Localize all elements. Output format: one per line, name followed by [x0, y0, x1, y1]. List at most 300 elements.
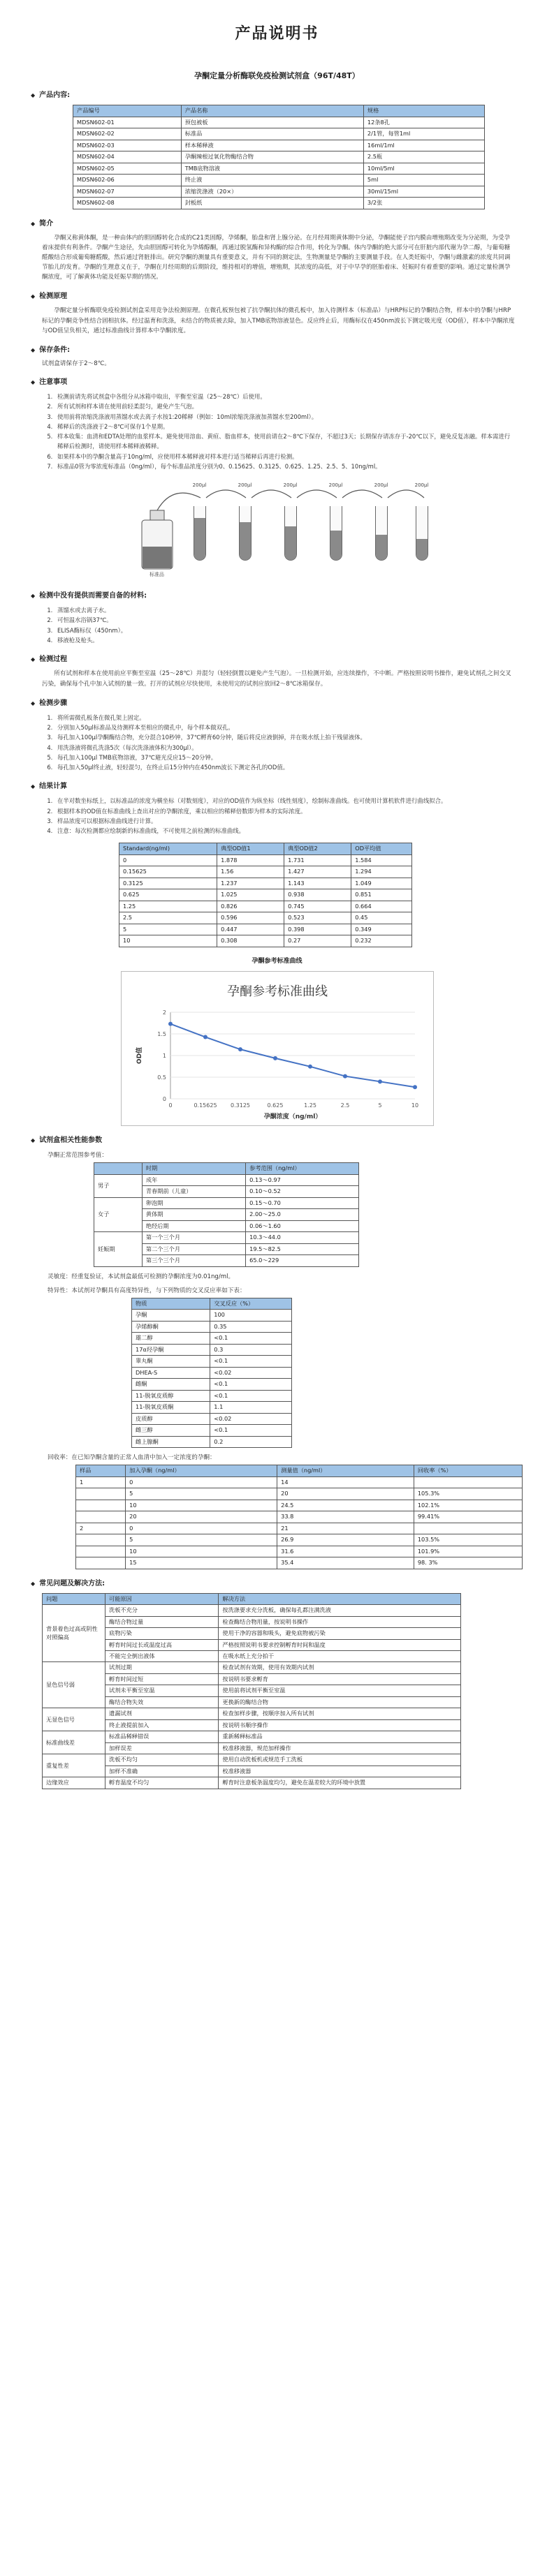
table-cell: 标准品 [181, 128, 363, 140]
table-cell: 孕烯醇酮 [132, 1321, 210, 1332]
table-cell: 0.15625 [119, 866, 217, 878]
table-row [76, 1523, 523, 1534]
table-cell: 14 [277, 1476, 414, 1488]
table-cell: 11-脱氧皮质酮 [132, 1402, 210, 1413]
table-row [73, 128, 485, 140]
page-title: 产品说明书 [235, 25, 319, 43]
bottle-label: 标准品 [150, 572, 164, 578]
table-row [132, 1413, 292, 1424]
table-cell: <0.1 [210, 1333, 292, 1344]
table-row [132, 1390, 292, 1401]
table-cell: 0.15～0.70 [246, 1197, 359, 1208]
table-row [132, 1402, 292, 1413]
list-item: 7. 标准品0管为零浓度标准品（0ng/ml），每个标准品浓度分别为0、0.15625、0.3125、0.625、1.25、2.5、5、10ng/ml。 [54, 461, 515, 471]
table-cell: 1.878 [217, 854, 284, 866]
table-cell: 0.308 [217, 935, 284, 947]
data-point [413, 1086, 417, 1090]
section-performance-heading: ◆ 试剂盒相关性能参数 [31, 1136, 527, 1146]
arrow-curve [252, 490, 291, 498]
table-cell: 使用自动洗板机或规范手工洗板 [219, 1754, 461, 1766]
table-header-cell: 产品编号 [73, 105, 182, 117]
table-row [73, 198, 485, 209]
table-cell: MDSN602-05 [73, 163, 182, 174]
table-cell: 0.2 [210, 1436, 292, 1447]
data-point [378, 1080, 382, 1084]
table-header-cell: 产品名称 [181, 105, 363, 117]
table-cell: 0.447 [217, 924, 284, 935]
table-cell [76, 1546, 126, 1557]
table-cell: 16ml/1ml [363, 140, 484, 151]
table-cell: 使用前将试剂平衡至室温 [219, 1685, 461, 1696]
section-results-heading: ◆ 结果计算 [31, 782, 527, 792]
table-cell: 按说明书要求孵育 [219, 1673, 461, 1685]
table-cell: 第三个三个月 [142, 1255, 245, 1266]
table-cell: 预包被板 [181, 117, 363, 128]
table-row [43, 1777, 461, 1789]
section-notes-heading: ◆ 注意事项 [31, 378, 527, 387]
table-cell: <0.02 [210, 1367, 292, 1378]
table-cell: MDSN602-07 [73, 186, 182, 197]
table-cell: 1.237 [217, 878, 284, 889]
table-row [73, 151, 485, 163]
table-cell: 雌上腺酮 [132, 1436, 210, 1447]
section-faq-heading: ◆ 常见问题及解决方法: [31, 1579, 527, 1589]
table-cell: 0.938 [284, 889, 351, 901]
table-cell: 睾丸酮 [132, 1356, 210, 1367]
table-cell: 0.349 [351, 924, 412, 935]
table-cell: 5 [126, 1488, 277, 1500]
table-cell [414, 1476, 522, 1488]
table-cell: 0 [126, 1476, 277, 1488]
tube-liquid [194, 518, 205, 560]
table-row [73, 175, 485, 186]
table-cell: 1.427 [284, 866, 351, 878]
table-cell: 31.6 [277, 1546, 414, 1557]
table-row [119, 924, 412, 935]
table-header-cell [94, 1163, 143, 1174]
table-cell: <0.1 [210, 1379, 292, 1390]
group-cell: 男子 [94, 1174, 143, 1197]
steps-list [54, 713, 515, 773]
table-cell: <0.02 [210, 1413, 292, 1424]
table-cell: 0.3 [210, 1344, 292, 1355]
table-cell: 15 [126, 1557, 277, 1569]
table-cell: 0 [119, 854, 217, 866]
tube-icon [375, 506, 388, 561]
table-cell: 11-脱氧皮质醇 [132, 1390, 210, 1401]
table-cell: 101.9% [414, 1546, 522, 1557]
notes-list [54, 392, 515, 471]
table-cell: 封板纸 [181, 198, 363, 209]
table-row [119, 854, 412, 866]
table-cell: 在吸水纸上充分拍干 [219, 1651, 461, 1662]
table-row [76, 1511, 523, 1523]
table-cell: 底物污染 [105, 1628, 219, 1639]
table-row [43, 1651, 461, 1662]
tube-label: 200μl [414, 482, 429, 489]
data-point [343, 1074, 347, 1079]
table-row [94, 1232, 359, 1243]
table-cell: 按说明书顺序操作 [219, 1719, 461, 1731]
table-cell: 1.143 [284, 878, 351, 889]
y-tick-label: 1.5 [156, 1031, 166, 1038]
list-item: 3. 使用前将浓缩洗涤液用蒸馏水或去离子水按1:20稀释（例如：10ml浓缩洗涤液加蒸馏水至200ml）。 [54, 412, 515, 422]
table-cell [414, 1523, 522, 1534]
table-cell: 17α羟孕酮 [132, 1344, 210, 1355]
table-row [76, 1500, 523, 1511]
table-cell: 0.13～0.97 [246, 1174, 359, 1185]
bottle-liquid [143, 547, 172, 568]
list-item: 4. 移液枪及枪头。 [54, 635, 515, 645]
table-cell: 皮质醇 [132, 1413, 210, 1424]
table-cell: 孵育时间过短 [105, 1673, 219, 1685]
section-storage-heading: ◆ 保存条件: [31, 346, 527, 355]
performance-item-1: 孕酮正常范围参考值： [48, 1152, 108, 1160]
table-cell: 10 [119, 935, 217, 947]
table-cell: 试剂未平衡至室温 [105, 1685, 219, 1696]
table-header-cell: 加入孕酮（ng/ml） [126, 1465, 277, 1476]
table-cell: 35.4 [277, 1557, 414, 1569]
table-header-cell: 样品 [76, 1465, 126, 1476]
table-cell: 10.3～44.0 [246, 1232, 359, 1243]
contents-table [73, 105, 485, 209]
table-row [132, 1367, 292, 1378]
table-cell: 20 [126, 1511, 277, 1523]
table-cell: 0 [126, 1523, 277, 1534]
table-row [43, 1731, 461, 1742]
table-cell: 校准移液器 [219, 1766, 461, 1777]
list-item: 4. 注意：每次检测都应绘制新的标准曲线，不可使用之前检测的标准曲线。 [54, 826, 515, 836]
table-cell: 黄体期 [142, 1209, 245, 1220]
table-cell: 0.398 [284, 924, 351, 935]
table-cell: 试剂过期 [105, 1662, 219, 1673]
x-tick-label: 0.625 [267, 1102, 283, 1109]
table-header-cell: 解决方法 [219, 1593, 461, 1604]
tube-label: 200μl [192, 482, 207, 489]
x-tick-label: 0 [168, 1102, 173, 1109]
data-point [273, 1056, 277, 1060]
table-cell: 98. 3% [414, 1557, 522, 1569]
dilution-diagram [124, 477, 431, 582]
y-tick-label: 0 [162, 1096, 166, 1103]
table-cell [76, 1557, 126, 1569]
table-row [132, 1310, 292, 1321]
table-row [43, 1673, 461, 1685]
table-cell: 0.523 [284, 912, 351, 924]
table-row [73, 186, 485, 197]
table-cell: 102.1% [414, 1500, 522, 1511]
table-cell: 0.232 [351, 935, 412, 947]
table-row [119, 866, 412, 878]
tube-icon [194, 506, 206, 561]
table-cell: 0.10～0.52 [246, 1186, 359, 1197]
table-row [43, 1719, 461, 1731]
table-row [76, 1488, 523, 1500]
table-cell: 105.3% [414, 1488, 522, 1500]
table-header-cell: 可能原因 [105, 1593, 219, 1604]
tube-icon [284, 506, 297, 561]
summary-paragraph: 孕酮又称黄体酮，是一种由体内的胆固醇转化合成的C21类固醇，孕烯酮，胎盘和肾上腺分泌。在月经周期黄体期中分泌，孕酮能使子宫内膜由增殖期改变为分泌期，为受孕着床提供有利条件。孕酮产生途径，先由胆固醇可转化为孕烯醇酮，再通过脱氢酶和异构酶的综合作用，转化为孕酮。体内孕酮的绝大部分可在肝脏内部代谢为孕二醇，与葡萄糖醛酸结合形成葡萄糖醛酸，然后通过肾脏排出。研究孕酮的测量具有重要意义，并有不同的测定法，生物测量是孕酮的主要测量手段。在人类妊娠中，孕酮与雌激素的浓度共同调节胎儿的发育。孕酮的生理意义在于，孕酮在月经周期的后期阶段，维持相对的增值，增殖期，其浓度的高低，对于中早孕的胚胎着床、妊娠时有着重要的影响。通过定量检测孕酮浓度，可了解黄体功能及妊娠早期的情况。 [42, 234, 511, 281]
table-cell [76, 1534, 126, 1546]
table-cell: 雄二醇 [132, 1333, 210, 1344]
table-row [76, 1534, 523, 1546]
list-item: 2. 所有试剂和样本请在使用前轻柔混匀，避免产生气泡。 [54, 401, 515, 411]
list-item: 1. 检测前请先将试剂盒中各组分从冰箱中取出，平衡至室温（25～28℃）后使用。 [54, 392, 515, 401]
tube-label: 200μl [283, 482, 298, 489]
table-cell: 0.625 [119, 889, 217, 901]
tube-liquid [285, 526, 296, 560]
list-item: 5. 每孔加入100μl TMB底物溶液，37℃避光反应15～20分钟。 [54, 753, 515, 762]
table-cell: 103.5% [414, 1534, 522, 1546]
table-cell: 21 [277, 1523, 414, 1534]
table-row [132, 1333, 292, 1344]
table-header-cell: 交叉反应（%） [210, 1298, 292, 1309]
table-header-cell: 物质 [132, 1298, 210, 1309]
faq-problem-cell: 重复性差 [43, 1754, 105, 1777]
table-cell: 1.1 [210, 1402, 292, 1413]
y-tick-label: 0.5 [156, 1074, 166, 1081]
table-cell: 严格按照说明书要求控制孵育时间和温度 [219, 1639, 461, 1650]
table-row [132, 1425, 292, 1436]
table-cell: 青春期前（儿童） [142, 1186, 245, 1197]
table-cell: MDSN602-04 [73, 151, 182, 163]
list-item: 1. 蒸馏水或去离子水。 [54, 605, 515, 615]
table-cell: 洗板不均匀 [105, 1754, 219, 1766]
table-cell: 2/1管，每管1ml [363, 128, 484, 140]
table-row [43, 1754, 461, 1766]
performance-item-3: 特异性：本试剂对孕酮具有高度特异性，与下列物质的交叉反应率如下表： [48, 1287, 246, 1294]
y-axis-label: OD值 [136, 1047, 143, 1065]
table-row [132, 1344, 292, 1355]
list-item: 1. 将所需微孔板条在微孔架上固定。 [54, 713, 515, 723]
table-cell: MDSN602-08 [73, 198, 182, 209]
reference-range-table [94, 1162, 359, 1266]
table-header-cell: 回收率（%） [414, 1465, 522, 1476]
table-cell: MDSN602-02 [73, 128, 182, 140]
table-row [43, 1616, 461, 1627]
table-row [73, 163, 485, 174]
table-cell: 按洗涤要求充分洗板，确保每孔都注满洗液 [219, 1605, 461, 1616]
table-row [43, 1766, 461, 1777]
table-cell: 卵泡期 [142, 1197, 245, 1208]
table-cell: 19.5～82.5 [246, 1243, 359, 1254]
table-cell: 孵育温度不均匀 [105, 1777, 219, 1789]
table-row [119, 935, 412, 947]
storage-text: 试剂盒请保存于2～8℃。 [42, 360, 110, 367]
table-cell [76, 1488, 126, 1500]
cross-reactivity-table [131, 1298, 292, 1448]
section-steps-heading: ◆ 检测步骤 [31, 699, 527, 709]
table-cell: 孵育时间过长或温度过高 [105, 1639, 219, 1650]
table-cell: 遗漏试剂 [105, 1708, 219, 1719]
tube-icon [330, 506, 342, 561]
table-cell: 99.41% [414, 1511, 522, 1523]
table-row [94, 1197, 359, 1208]
tube-liquid [240, 522, 251, 560]
table-cell: 使用干净的容器和吸头，避免底物被污染 [219, 1628, 461, 1639]
table-row [76, 1557, 523, 1569]
performance-item-2: 灵敏度：经重复验证，本试剂盒最低可检测的孕酮浓度为0.01ng/ml。 [48, 1273, 235, 1280]
table-cell: 24.5 [277, 1500, 414, 1511]
table-header-cell: 规格 [363, 105, 484, 117]
faq-problem-cell: 标准曲线差 [43, 1731, 105, 1754]
table-row [94, 1174, 359, 1185]
process-paragraph: 所有试剂和样本在使用前应平衡至室温（25～28℃）并混匀（轻轻倒置以避免产生气泡）。一旦检测开始，应连续操作，不中断。严格按照说明书操作，避免试剂孔之间交叉污染，确保每个孔中加入试剂的量一致。打开的试剂应尽快使用，未使用完的试剂应放回2～8℃冰箱保存。 [42, 670, 511, 688]
table-row [119, 912, 412, 924]
table-cell: 重新稀释标准品 [219, 1731, 461, 1742]
table-cell: 不能完全倒出液体 [105, 1651, 219, 1662]
table-row [119, 878, 412, 889]
table-cell: 1.731 [284, 854, 351, 866]
table-cell: 孵育时注意板条温度均匀，避免在温差较大的环境中放置 [219, 1777, 461, 1789]
y-tick-label: 1 [162, 1053, 166, 1060]
table-row [43, 1708, 461, 1719]
list-item: 3. 样品浓度可以根据标准曲线进行计算。 [54, 816, 515, 826]
chart-caption: 孕酮参考标准曲线 [252, 957, 302, 965]
table-row [43, 1628, 461, 1639]
table-cell: 5 [119, 924, 217, 935]
section-process-heading: ◆ 检测过程 [31, 655, 527, 665]
table-header-cell: Standard(ng/ml) [119, 843, 217, 854]
tube-liquid [416, 539, 428, 560]
faq-problem-cell: 背景着色过高或阴性对照偏高 [43, 1605, 105, 1662]
x-tick-label: 10 [411, 1102, 418, 1109]
product-subtitle: 孕酮定量分析酶联免疫检测试剂盒（96T/48T） [194, 71, 360, 80]
table-header-cell: 时期 [142, 1163, 245, 1174]
table-cell: 检查加样步骤，按顺序加入所有试剂 [219, 1708, 461, 1719]
table-cell: 0.745 [284, 901, 351, 912]
section-contents-heading: ◆ 产品内容: [31, 91, 527, 101]
tube-icon [416, 506, 428, 561]
table-cell: 5 [126, 1534, 277, 1546]
table-row [119, 901, 412, 912]
table-header-cell: 典型OD值2 [284, 843, 351, 854]
table-row [132, 1356, 292, 1367]
table-row [132, 1379, 292, 1390]
table-row [43, 1742, 461, 1754]
table-cell: 孕酮辣根过氧化物酶结合物 [181, 151, 363, 163]
faq-problem-cell: 显色信号弱 [43, 1662, 105, 1708]
table-cell: 3/2张 [363, 198, 484, 209]
x-tick-label: 2.5 [340, 1102, 349, 1109]
list-item: 3. 每孔加入100μl孕酮酶结合物，充分混合10秒钟，37℃孵育60分钟，随后将反应液倒掉，并在吸水纸上拍干残留液体。 [54, 732, 515, 742]
table-cell: MDSN602-06 [73, 175, 182, 186]
table-cell: 1.25 [119, 901, 217, 912]
x-axis-label: 孕酮浓度（ng/ml） [263, 1113, 321, 1121]
table-cell: 0.826 [217, 901, 284, 912]
table-cell: 洗板不充分 [105, 1605, 219, 1616]
table-cell: 12条8孔 [363, 117, 484, 128]
table-cell: 0.664 [351, 901, 412, 912]
x-tick-label: 1.25 [303, 1102, 316, 1109]
list-item: 2. 可恒温水浴锅37℃。 [54, 615, 515, 625]
table-cell: 2.5瓶 [363, 151, 484, 163]
table-cell: 100 [210, 1310, 292, 1321]
table-header-cell: 问题 [43, 1593, 105, 1604]
list-item: 6. 每孔加入50μl终止液，轻轻混匀，在终止后15分钟内在450nm波长下测定各孔的OD值。 [54, 762, 515, 772]
list-item: 6. 如果样本中的孕酮含量高于10ng/ml，应使用样本稀释液对样本进行适当稀释后再进行检测。 [54, 452, 515, 461]
table-cell: 1.025 [217, 889, 284, 901]
table-cell: <0.1 [210, 1425, 292, 1436]
section-summary-heading: ◆ 简介 [31, 219, 527, 229]
table-cell: 26.9 [277, 1534, 414, 1546]
materials-list [54, 605, 515, 645]
tube-label: 200μl [328, 482, 343, 489]
tube-label: 200μl [238, 482, 252, 489]
faq-problem-cell: 边缘效应 [43, 1777, 105, 1789]
table-cell: 雌酮 [132, 1379, 210, 1390]
table-row [73, 117, 485, 128]
chart-svg [122, 972, 433, 1125]
table-cell: 0.851 [351, 889, 412, 901]
table-row [43, 1662, 461, 1673]
table-cell: 第二个三个月 [142, 1243, 245, 1254]
table-header-cell: 参考范围（ng/ml） [246, 1163, 359, 1174]
table-cell: 1.584 [351, 854, 412, 866]
list-item: 2. 分别加入50μl标准品及待测样本至相应的微孔中，每个样本做双孔。 [54, 723, 515, 732]
table-cell: 65.0～229 [246, 1255, 359, 1266]
table-cell: 加样误差 [105, 1742, 219, 1754]
x-tick-label: 0.15625 [193, 1102, 217, 1109]
table-cell: 30ml/15ml [363, 186, 484, 197]
group-cell: 女子 [94, 1197, 143, 1231]
table-cell: 33.8 [277, 1511, 414, 1523]
tube-label: 200μl [374, 482, 388, 489]
table-cell: 酶结合物失效 [105, 1696, 219, 1708]
table-cell: 标准品稀释错误 [105, 1731, 219, 1742]
results-list [54, 796, 515, 836]
table-cell: 2.5 [119, 912, 217, 924]
list-item: 5. 样本收集：血清和EDTA处理的血浆样本。避免使用溶血、黄疸、脂血样本，使用前请在2～8℃下保存，不超过3天；长期保存请冻存于-20℃以下，避免反复冻融。样本需进行稀释后检测时，请使用样本稀释液稀释。 [54, 431, 515, 452]
group-cell: 妊娠期 [94, 1232, 143, 1266]
table-cell: 1.049 [351, 878, 412, 889]
tube-liquid [330, 531, 342, 560]
table-cell: 成年 [142, 1174, 245, 1185]
table-cell: MDSN602-03 [73, 140, 182, 151]
arrow-curve [297, 490, 337, 498]
data-point [238, 1048, 242, 1052]
table-row [119, 889, 412, 901]
table-cell: 1.56 [217, 866, 284, 878]
table-cell [76, 1500, 126, 1511]
table-cell: 第一个三个月 [142, 1232, 245, 1243]
y-tick-label: 2 [162, 1009, 166, 1016]
table-cell: <0.1 [210, 1390, 292, 1401]
od-table [119, 843, 412, 947]
table-cell: 10 [126, 1500, 277, 1511]
table-cell: 0.45 [351, 912, 412, 924]
table-cell: 终止液 [181, 175, 363, 186]
table-row [76, 1546, 523, 1557]
table-cell: 孕酮 [132, 1310, 210, 1321]
table-cell: DHEA-S [132, 1367, 210, 1378]
x-tick-label: 5 [377, 1102, 382, 1109]
table-header-cell: 典型OD值1 [217, 843, 284, 854]
table-row [132, 1436, 292, 1447]
table-cell: 20 [277, 1488, 414, 1500]
section-principle-heading: ◆ 检测原理 [31, 292, 527, 302]
faq-table [42, 1593, 461, 1789]
recovery-table [75, 1465, 523, 1569]
table-cell: 10ml/5ml [363, 163, 484, 174]
list-item: 2. 根据样本的OD值在标准曲线上查出对应的孕酮浓度，乘以相应的稀释倍数即为样本的实际浓度。 [54, 806, 515, 816]
standard-curve-chart [121, 971, 434, 1126]
arrow-curve [342, 490, 382, 498]
table-cell: 1 [76, 1476, 126, 1488]
table-cell: 校准移液器，规范加样操作 [219, 1742, 461, 1754]
tube-icon [239, 506, 252, 561]
performance-item-4: 回收率：在已知孕酮含量的正常人血清中加入一定浓度的孕酮： [48, 1454, 216, 1462]
